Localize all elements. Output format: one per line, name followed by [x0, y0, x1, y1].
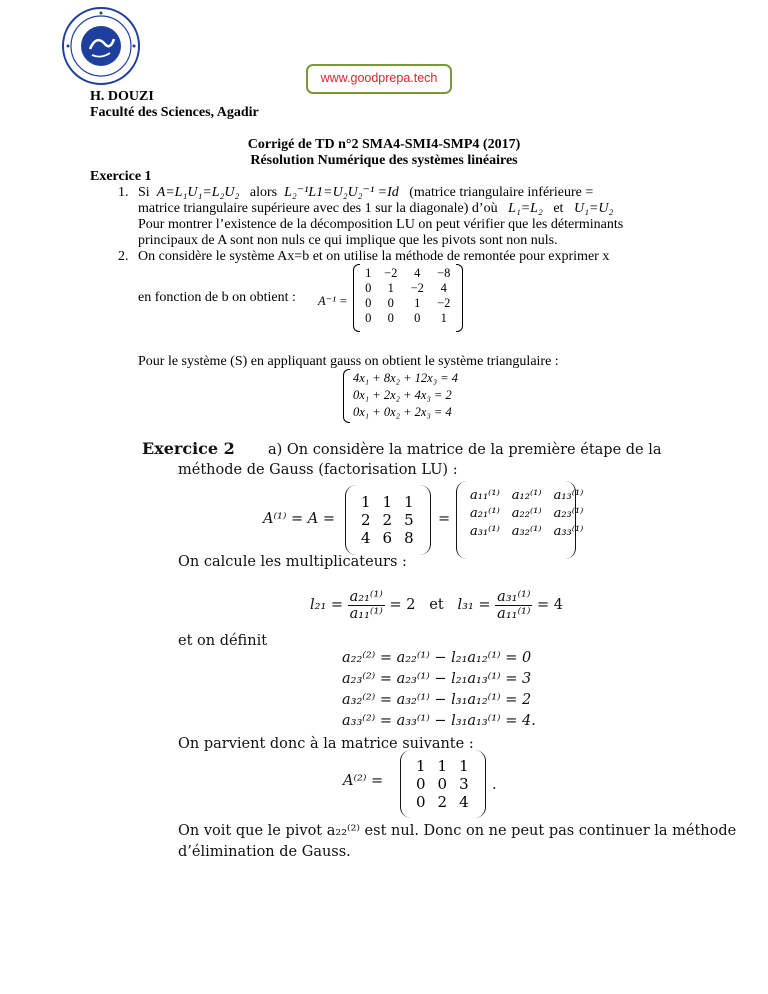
a1-matrix-cell: 1 [382, 493, 393, 511]
inverse-matrix-cell: −8 [437, 266, 451, 280]
a1-matrix-cell: 1 [404, 493, 414, 511]
inverse-matrix-cell: −2 [437, 296, 451, 310]
multipliers-text: On calcule les multiplicateurs : [178, 554, 407, 570]
inverse-matrix-cell: 0 [365, 311, 372, 325]
a1-matrix-cell: 4 [361, 529, 371, 547]
a1-matrix-row [355, 529, 420, 547]
definition-a32: a₃₂⁽²⁾ = a₃₂⁽¹⁾ − l₃₁a₁₂⁽¹⁾ = 2 [342, 692, 532, 708]
a1-matrix-cell: 5 [404, 511, 414, 529]
definition-a33: a₃₃⁽²⁾ = a₃₃⁽¹⁾ − l₃₁a₁₃⁽¹⁾ = 4. [342, 713, 536, 729]
result-text: On parvient donc à la matrice suivante : [178, 736, 474, 752]
inverse-matrix-cell: 1 [440, 311, 447, 325]
a1-matrix-cell: 8 [404, 529, 414, 547]
symbolic-matrix-cell: a₂₂⁽¹⁾ [511, 506, 542, 521]
a2-matrix-cell: 1 [437, 757, 448, 775]
system-equation-2: 0x₁ + 2x₂ + 4x₃ = 2 [353, 388, 452, 402]
a1-matrix [345, 487, 431, 553]
symbolic-matrix-cell: a₃₁⁽¹⁾ [470, 524, 500, 539]
a2-matrix-cell: 0 [416, 793, 426, 811]
exercise-1-heading: Exercice 1 [90, 169, 152, 184]
a2-matrix-cell: 0 [437, 775, 448, 793]
a1-matrix-cell: 6 [382, 529, 393, 547]
inverse-matrix-cell: 1 [365, 266, 372, 280]
ex1-item1-line2: matrice triangulaire supérieure avec des 1 sur la diagonale) d’où L₁=L₂ et U₁=U₂ [138, 201, 614, 216]
website-link[interactable]: www.goodprepa.tech [320, 71, 438, 85]
definitions-block [342, 648, 536, 732]
symbolic-matrix-cell: a₁₃⁽¹⁾ [553, 488, 584, 503]
a2-period: . [492, 777, 497, 793]
a2-matrix-row [410, 793, 475, 811]
ex1-item2-line2: en fonction de b on obtient : [138, 290, 296, 305]
symbolic-matrix-cell: a₁₂⁽¹⁾ [511, 488, 542, 503]
faculty-name: Faculté des Sciences, Agadir [90, 105, 259, 120]
multipliers-formula: l₂₁ = $\frac{\text{a₂₁⁽¹⁾}}{\text{a₁₁⁽¹⁾}}$ = 2 et l₃₁ = $\frac{\text{a₃₁⁽¹⁾}}{\text{a₁₁⁽¹⁾}}$ = 4 [310, 588, 563, 622]
inverse-matrix-row [359, 266, 457, 281]
conclusion-line1: On voit que le pivot a₂₂⁽²⁾ est nul. Donc on ne peut pas continuer la méthode [178, 823, 737, 839]
symbolic-matrix-row [464, 487, 589, 505]
inverse-matrix-cell: 1 [387, 281, 394, 295]
ex1-item2-line1: On considère le système Ax=b et on utilise la méthode de remontée pour exprimer x [138, 249, 610, 264]
symbolic-matrix-cell: a₂₃⁽¹⁾ [553, 506, 584, 521]
website-badge[interactable] [306, 64, 452, 94]
a2-label: A⁽²⁾ = [343, 773, 384, 789]
a1-matrix-row [355, 511, 420, 529]
a2-matrix-row [410, 757, 475, 775]
inverse-matrix-label: A⁻¹ = [318, 294, 348, 308]
exercise-2-heading: Exercice 2 [142, 439, 235, 458]
inverse-matrix-cell: 0 [387, 296, 394, 310]
equals-sign: = [438, 511, 451, 527]
inverse-matrix-cell: 0 [365, 281, 372, 295]
a1-matrix-cell: 1 [361, 493, 371, 511]
conclusion-line2: d’élimination de Gauss. [178, 844, 351, 860]
define-text: et on définit [178, 633, 268, 649]
inverse-matrix-cell: 1 [414, 296, 421, 310]
ex2-intro-line1: a) On considère la matrice de la première étape de la [268, 442, 662, 458]
inverse-matrix-cell: 0 [414, 311, 421, 325]
symbolic-matrix-row [464, 505, 589, 523]
ex1-item2-number: 2. [118, 249, 129, 264]
symbolic-matrix-row [464, 523, 589, 541]
inverse-matrix-row [359, 311, 457, 326]
a2-matrix-cell: 3 [459, 775, 469, 793]
a1-matrix-cell: 2 [361, 511, 371, 529]
ex1-item1-line1: Si A=L₁U₁=L₂U₂ alors L₂⁻¹L1=U₂U₂⁻¹ =Id (matrice triangulaire inférieure = [138, 185, 594, 200]
symbolic-matrix-cell: a₂₁⁽¹⁾ [470, 506, 500, 521]
a1-label: A⁽¹⁾ = A = [263, 511, 336, 527]
inverse-matrix-row [359, 296, 457, 311]
a1-matrix-cell: 2 [382, 511, 393, 529]
inverse-matrix-cell: 4 [414, 266, 421, 280]
document-subtitle: Résolution Numérique des systèmes linéaires [250, 153, 518, 168]
a2-matrix-cell: 1 [459, 757, 469, 775]
inverse-matrix-cell: 0 [387, 311, 394, 325]
system-equation-1: 4x₁ + 8x₂ + 12x₃ = 4 [353, 371, 458, 385]
definition-a23: a₂₃⁽²⁾ = a₂₃⁽¹⁾ − l₂₁a₁₃⁽¹⁾ = 3 [342, 671, 532, 687]
system-equation-3: 0x₁ + 0x₂ + 2x₃ = 4 [353, 405, 452, 419]
symbolic-matrix [456, 483, 584, 557]
inverse-matrix-cell: −2 [410, 281, 424, 295]
inverse-matrix [353, 264, 463, 332]
ex2-intro-line2: méthode de Gauss (factorisation LU) : [178, 462, 458, 478]
a2-matrix-cell: 1 [416, 757, 426, 775]
symbolic-matrix-cell: a₃₂⁽¹⁾ [511, 524, 542, 539]
ex1-item1-line4: principaux de A sont non nuls ce qui implique que les pivots sont non nuls. [138, 233, 558, 248]
symbolic-matrix-cell: a₃₃⁽¹⁾ [553, 524, 584, 539]
a2-matrix-row [410, 775, 475, 793]
definition-a22: a₂₂⁽²⁾ = a₂₂⁽¹⁾ − l₂₁a₁₂⁽¹⁾ = 0 [342, 650, 532, 666]
university-logo [60, 5, 142, 87]
inverse-matrix-row [359, 281, 457, 296]
ex1-item1-number: 1. [118, 185, 129, 200]
inverse-matrix-cell: 4 [440, 281, 447, 295]
author-name: H. DOUZI [90, 89, 154, 104]
triangular-system [343, 369, 483, 423]
inverse-matrix-cell: −2 [384, 266, 398, 280]
a2-matrix-cell: 2 [437, 793, 448, 811]
ex1-item1-line3: Pour montrer l’existence de la décomposition LU on peut vérifier que les déterminants [138, 217, 624, 232]
a2-matrix-cell: 0 [416, 775, 426, 793]
inverse-matrix-cell: 0 [365, 296, 372, 310]
ex1-gauss-text: Pour le système (S) en appliquant gauss on obtient le système triangulaire : [138, 354, 559, 369]
a2-matrix [400, 752, 486, 816]
document-title: Corrigé de TD n°2 SMA4-SMI4-SMP4 (2017) [247, 137, 521, 152]
a1-matrix-row [355, 493, 420, 511]
symbolic-matrix-cell: a₁₁⁽¹⁾ [470, 488, 500, 503]
a2-matrix-cell: 4 [459, 793, 469, 811]
university-seal-icon [60, 5, 142, 87]
